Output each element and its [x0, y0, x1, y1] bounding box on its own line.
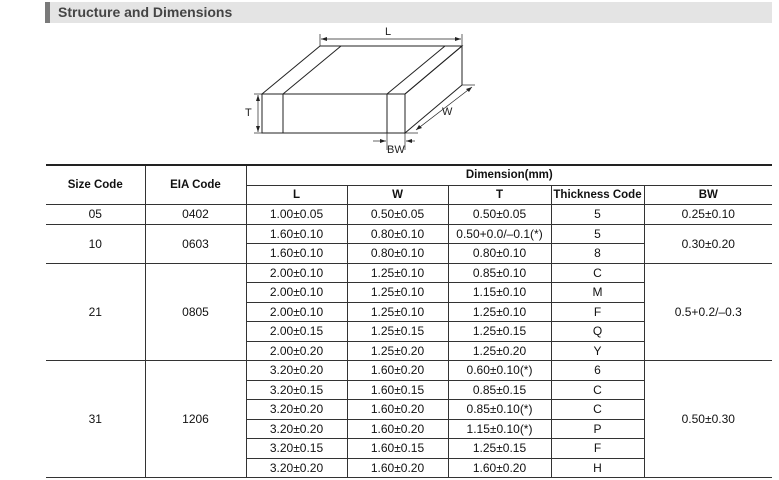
cell-thickness-code: C	[551, 380, 644, 400]
cell-L: 3.20±0.20	[246, 419, 347, 439]
cell-T: 1.25±0.15	[448, 322, 551, 342]
cell-W: 1.25±0.15	[347, 322, 448, 342]
cell-T: 0.85±0.15	[448, 380, 551, 400]
section-title: Structure and Dimensions	[58, 4, 233, 20]
cell-W: 1.25±0.10	[347, 263, 448, 283]
cell-T: 0.85±0.10	[448, 263, 551, 283]
cell-thickness-code: F	[551, 302, 644, 322]
cell-W: 1.60±0.20	[347, 458, 448, 478]
cell-W: 1.60±0.20	[347, 361, 448, 381]
dimension-table	[46, 164, 772, 478]
cell-thickness-code: Y	[551, 341, 644, 361]
cell-thickness-code: P	[551, 419, 644, 439]
cell-L: 3.20±0.20	[246, 400, 347, 420]
cell-W: 0.50±0.05	[347, 205, 448, 225]
cell-T: 0.80±0.10	[448, 244, 551, 264]
cell-L: 2.00±0.20	[246, 341, 347, 361]
cell-L: 3.20±0.20	[246, 458, 347, 478]
cell-size-code: 05	[46, 205, 145, 225]
diagram-label-W: W	[442, 106, 453, 118]
cell-eia-code: 1206	[145, 361, 246, 478]
header-dimension: Dimension(mm)	[246, 165, 772, 185]
cell-L: 2.00±0.10	[246, 283, 347, 303]
header-size-code: Size Code	[46, 165, 145, 205]
cell-T: 1.25±0.15	[448, 439, 551, 459]
cell-L: 3.20±0.15	[246, 380, 347, 400]
header-BW: BW	[644, 185, 772, 205]
section-header	[45, 2, 772, 23]
cell-thickness-code: M	[551, 283, 644, 303]
cell-L: 1.00±0.05	[246, 205, 347, 225]
cell-thickness-code: 5	[551, 224, 644, 244]
cell-T: 1.60±0.20	[448, 458, 551, 478]
chip-structure-diagram	[235, 22, 495, 160]
cell-thickness-code: 5	[551, 205, 644, 225]
cell-eia-code: 0805	[145, 263, 246, 361]
diagram-label-BW: BW	[387, 144, 405, 156]
cell-T: 1.25±0.10	[448, 302, 551, 322]
diagram-label-T: T	[245, 107, 252, 119]
cell-L: 3.20±0.15	[246, 439, 347, 459]
cell-BW: 0.30±0.20	[644, 224, 772, 263]
header-T: T	[448, 185, 551, 205]
cell-BW: 0.25±0.10	[644, 205, 772, 225]
cell-L: 2.00±0.10	[246, 263, 347, 283]
cell-W: 1.60±0.20	[347, 419, 448, 439]
cell-T: 0.60±0.10(*)	[448, 361, 551, 381]
cell-eia-code: 0603	[145, 224, 246, 263]
cell-BW: 0.5+0.2/–0.3	[644, 263, 772, 361]
cell-T: 1.15±0.10(*)	[448, 419, 551, 439]
cell-T: 0.50+0.0/–0.1(*)	[448, 224, 551, 244]
table-row	[46, 361, 772, 381]
cell-W: 1.25±0.20	[347, 341, 448, 361]
cell-T: 0.85±0.10(*)	[448, 400, 551, 420]
table-row	[46, 263, 772, 283]
cell-T: 0.50±0.05	[448, 205, 551, 225]
cell-W: 1.25±0.10	[347, 302, 448, 322]
header-eia-code: EIA Code	[145, 165, 246, 205]
cell-W: 1.60±0.15	[347, 380, 448, 400]
cell-thickness-code: 8	[551, 244, 644, 264]
table-row	[46, 224, 772, 244]
cell-L: 1.60±0.10	[246, 224, 347, 244]
cell-W: 1.60±0.15	[347, 439, 448, 459]
header-L: L	[246, 185, 347, 205]
cell-W: 1.60±0.20	[347, 400, 448, 420]
cell-thickness-code: 6	[551, 361, 644, 381]
cell-L: 3.20±0.20	[246, 361, 347, 381]
cell-W: 0.80±0.10	[347, 244, 448, 264]
cell-thickness-code: H	[551, 458, 644, 478]
cell-BW: 0.50±0.30	[644, 361, 772, 478]
chip-right-face	[405, 46, 462, 133]
dimension-table-body	[46, 205, 772, 478]
cell-thickness-code: C	[551, 263, 644, 283]
cell-W: 0.80±0.10	[347, 224, 448, 244]
cell-size-code: 10	[46, 224, 145, 263]
cell-L: 1.60±0.10	[246, 244, 347, 264]
cell-W: 1.25±0.10	[347, 283, 448, 303]
table-row	[46, 205, 772, 225]
cell-size-code: 21	[46, 263, 145, 361]
cell-L: 2.00±0.15	[246, 322, 347, 342]
cell-T: 1.15±0.10	[448, 283, 551, 303]
cell-eia-code: 0402	[145, 205, 246, 225]
cell-thickness-code: Q	[551, 322, 644, 342]
cell-T: 1.25±0.20	[448, 341, 551, 361]
cell-size-code: 31	[46, 361, 145, 478]
header-thickness-code: Thickness Code	[551, 185, 644, 205]
cell-thickness-code: C	[551, 400, 644, 420]
diagram-label-L: L	[385, 26, 392, 38]
header-W: W	[347, 185, 448, 205]
cell-thickness-code: F	[551, 439, 644, 459]
cell-L: 2.00±0.10	[246, 302, 347, 322]
